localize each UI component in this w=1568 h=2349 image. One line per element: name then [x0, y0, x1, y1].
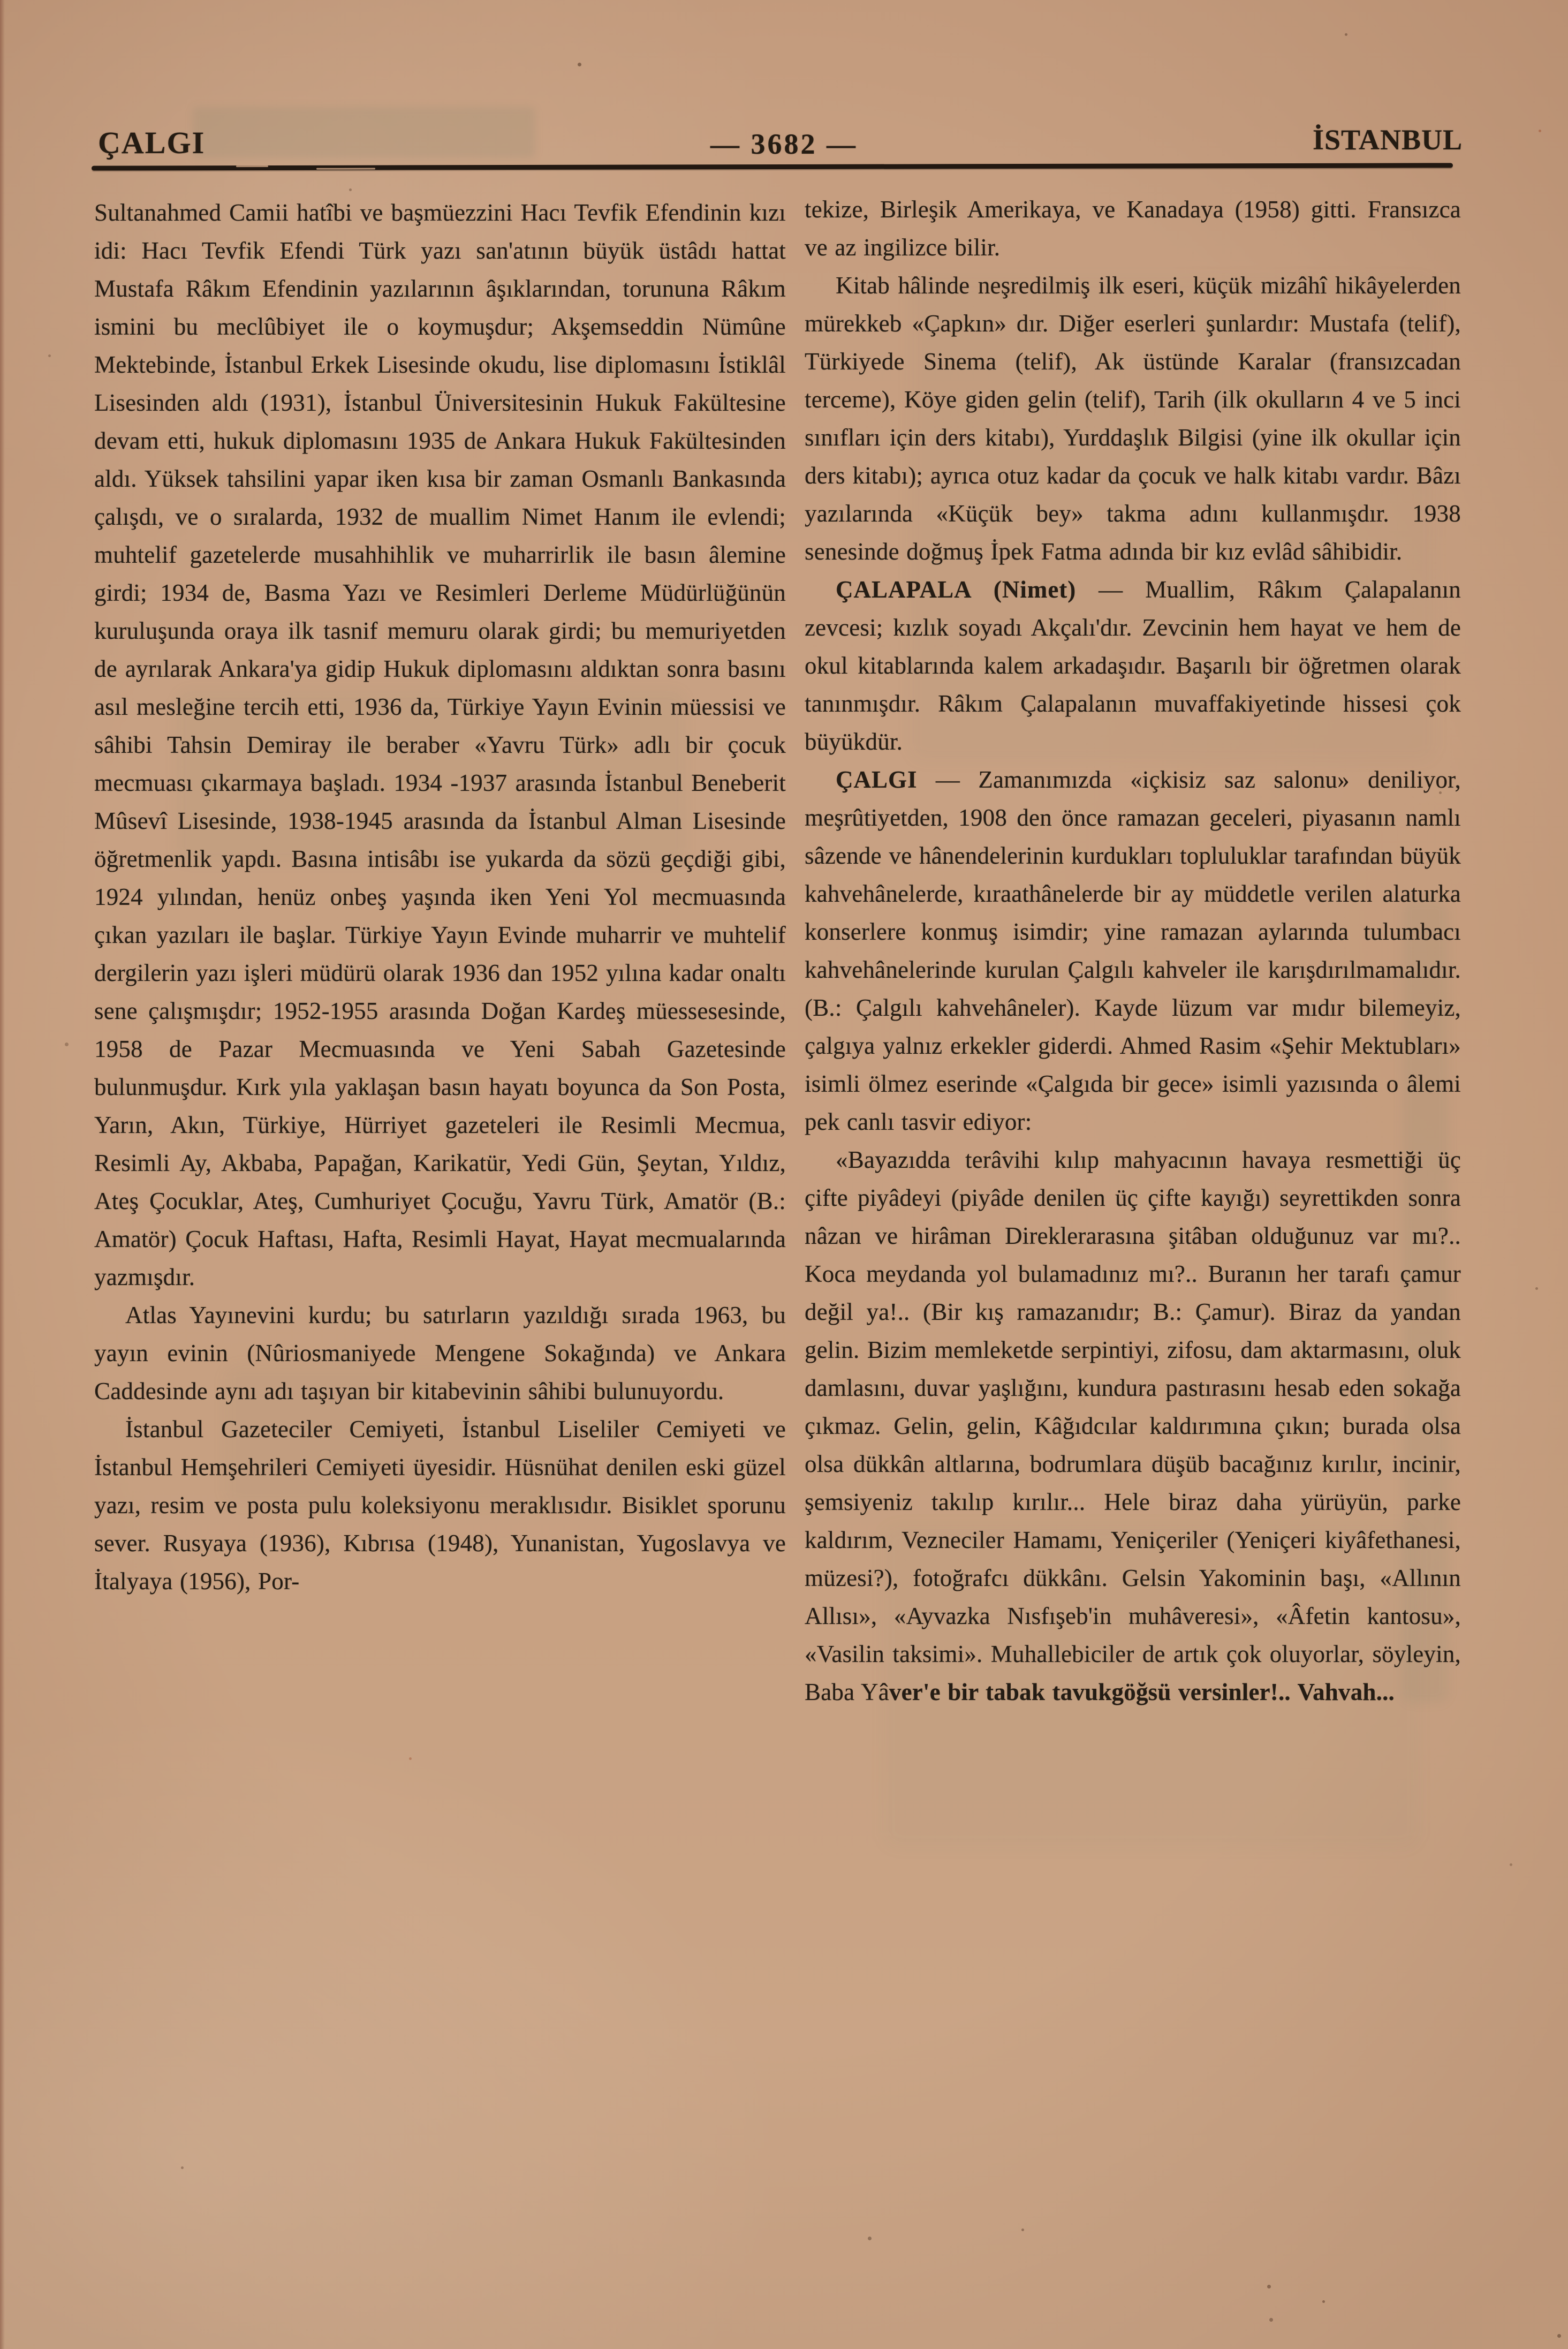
running-head-left: ÇALGI: [98, 125, 206, 160]
paragraph: İstanbul Gazeteciler Cemiyeti, İstanbul Liseliler Cemiyeti ve İstanbul Hemşehrileri Cemiyeti üyesidir. Hüsnühat denilen eski güzel yazı, resim ve posta pulu koleksiyonu meraklısıdır. Bisiklet sporunu sever. Rusyaya (1936), Kıbrısa (1948), Yunanistan, Yugoslavya ve İtalyaya (1956), Por-: [94, 1416, 786, 1595]
paragraph: «Bayazıdda terâvihi kılıp mahyacının havaya resmettiği üç çifte piyâdeyi (piyâde denilen üç çifte kayığı) seyrettikden sonra nâzan ve hirâman Direklerarasına şitâban olduğunuz var mı?.. Koca meydanda yol bulamadınız mı?.. Buranın her tarafı çamur değil ya!.. (Bir kış ramazanıdır; B.: Çamur). Biraz da yandan gelin. Bizim memleketde serpintiyi, zifosu, dam aktarmasını, oluk damlasını, duvar yaşlığını, kundura pastırasını hesab eden sokağa çıkmaz. Gelin, gelin, Kâğıdcılar kaldırımına çıkın; burada olsa olsa dükkân altlarına, bodrumlara düşüb bacağınız kırılır, incinir, şemsiyeniz takılıp kırılır... Hele biraz daha yürüyün, parke kaldırım, Vezneciler Hamamı, Yeniçeriler (Yeniçeri kiyâfethanesi, müzesi?), fotoğrafcı dükkânı. Gelsin Yakominin başı, «Allının Allısı», «Ayvazka Nısfışeb'in muhâveresi», «Âfetin kantosu», «Vasilin taksimi». Muhallebiciler de artık çok oluyorlar, söyleyin, Baba Yâver'e bir tabak tavukgöğsü versinler!.. Vahvah...: [805, 1146, 1461, 1705]
bleed-through-smudge: [193, 107, 535, 158]
paper-specks: [0, 0, 3, 3]
paragraph: Kitab hâlinde neşredilmiş ilk eseri, küçük mizâhî hikâyelerden mürekkeb «Çapkın» dır. Diğer eserleri şunlardır: Mustafa (telif), Türkiyede Sinema (telif), Ak üstünde Karalar (fransızcadan terceme), Köye giden gelin (telif), Tarih (ilk okulların 4 ve 5 inci sınıfları için ders kitabı), Yurddaşlık Bilgisi (yine ilk okullar için ders kitabı); ayrıca otuz kadar da çocuk ve halk kitabı vardır. Bâzı yazılarında «Küçük bey» takma adını kullanmışdır. 1938 senesinde doğmuş İpek Fatma adında bir kız evlâd sâhibidir.: [805, 272, 1461, 565]
paragraph: ÇALAPALA (Nimet) — Muallim, Râkım Çalapalanın zevcesi; kızlık soyadı Akçalı'dır. Zevcinin hem hayat ve hem de okul kitablarında kalem arkadaşıdır. Başarılı bir öğretmen olarak tanınmışdır. Râkım Çalapalanın muvaffakiyetinde hissesi çok büyükdür.: [805, 576, 1461, 755]
header-rule: [92, 163, 1453, 170]
bold-tail-text: ver'e bir tabak tavukgöğsü versinler!.. Vahvah...: [889, 1679, 1395, 1705]
paragraph: Atlas Yayınevini kurdu; bu satırların yazıldığı sırada 1963, bu yayın evinin (Nûriosmaniyede Mengene Sokağında) ve Ankara Caddesinde aynı adı taşıyan bir kitabevinin sâhibi bulunuyordu.: [94, 1302, 786, 1404]
paragraph: Sultanahmed Camii hatîbi ve başmüezzini Hacı Tevfik Efendinin kızı idi: Hacı Tevfik Efendi Türk yazı san'atının büyük üstâdı hattat Mustafa Râkım Efendinin yazılarının âşıklarından, torununa Râkım ismini bu meclûbiyet ile o koymuşdur; Akşemseddin Nümûne Mektebinde, İstanbul Erkek Lisesinde okudu, lise diplomasını İstiklâl Lisesinden aldı (1931), İstanbul Üniversitesinin Hukuk Fakültesine devam etti, hukuk diplomasını 1935 de Ankara Hukuk Fakültesinden aldı. Yüksek tahsilini yapar iken kısa bir zaman Osmanlı Bankasında çalışdı, ve o sıralarda, 1932 de muallim Nimet Hanım ile evlendi; muhtelif gazetelerde musahhihlik ve muharrirlik ile basın âlemine girdi; 1934 de, Basma Yazı ve Resimleri Derleme Müdürlüğünün kuruluşunda oraya ilk tasnif memuru olarak girdi; bu memuriyetden de ayrılarak Ankara'ya gidip Hukuk diplomasını aldıktan sonra basını asıl mesleğine tercih etti, 1936 da, Türkiye Yayın Evinin müessisi ve sâhibi Tahsin Demiray ile beraber «Yavru Türk» adlı bir çocuk mecmuası çıkarmaya başladı. 1934 -1937 arasında İstanbul Beneberit Mûsevî Lisesinde, 1938-1945 arasında da İstanbul Alman Lisesinde öğretmenlik yapdı. Basına intisâbı ise yukarda da sözü geçdiği gibi, 1924 yılından, henüz onbeş yaşında iken Yeni Yol mecmuasında çıkan yazıları ile başlar. Türkiye Yayın Evinde muharrir ve muhtelif dergilerin yazı işleri müdürü olarak 1936 dan 1952 yılına kadar onaltı sene çalışmışdır; 1952-1955 arasında Doğan Kardeş müessesesinde, 1958 de Pazar Mecmuasında ve Yeni Sabah Gazetesinde bulunmuşdur. Kırk yıla yaklaşan basın hayatı boyunca da Son Posta, Yarın, Akın, Türkiye, Hürriyet gazeteleri ile Resimli Mecmua, Resimli Ay, Akbaba, Papağan, Karikatür, Yedi Gün, Şeytan, Yıldız, Ateş Çocuklar, Ateş, Cumhuriyet Çocuğu, Yavru Türk, Amatör (B.: Amatör) Çocuk Haftası, Hafta, Resimli Hayat, Hayat mecmualarında yazmışdır.: [94, 199, 786, 1290]
entry-heading: ÇALGI: [836, 766, 918, 793]
right-text-column: [805, 191, 1461, 1711]
paragraph: ÇALGI — Zamanımızda «içkisiz saz salonu» deniliyor, meşrûtiyetden, 1908 den önce ramazan geceleri, piyasanın namlı sâzende ve hânendelerinin kurdukları topluluklar tarafından büyük kahvehânelerde, kıraathânelerde bir ay müddetle verilen alaturka konserlere konmuş isimdir; yine ramazan aylarında tulumbacı kahvehânelerinde kurulan Çalgılı kahveler ile karışdırılmamalıdır. (B.: Çalgılı kahvehâneler). Kayde lüzum var mıdır bilemeyiz, çalgıya yalnız erkekler giderdi. Ahmed Rasim «Şehir Mektubları» isimli ölmez eserinde «Çalgıda bir gece» isimli yazısında o âlemi pek canlı tasvir ediyor:: [805, 766, 1461, 1135]
entry-heading: ÇALAPALA (Nimet): [836, 576, 1077, 603]
page-number: — 3682 —: [710, 128, 858, 160]
left-text-column: [94, 194, 786, 1600]
rule-ink-break: [316, 168, 375, 170]
page-left-edge-shadow: [0, 0, 5, 2349]
running-head-right: İSTANBUL: [1313, 124, 1463, 156]
paragraph: tekize, Birleşik Amerikaya, ve Kanadaya (1958) gitti. Fransızca ve az ingilizce bilir.: [805, 196, 1461, 261]
rule-ink-break: [236, 165, 268, 167]
